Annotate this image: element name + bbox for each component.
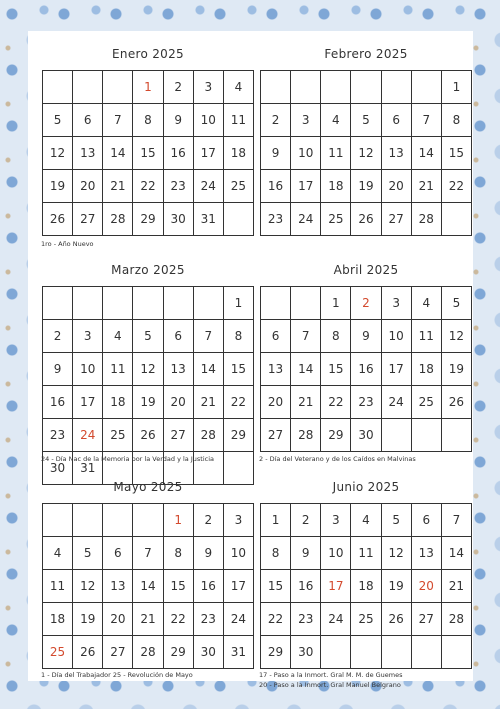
- month-title: Marzo 2025: [111, 263, 185, 277]
- day-cell: 3: [382, 287, 412, 320]
- day-cell: 5: [442, 287, 472, 320]
- day-cell: 17: [224, 570, 254, 603]
- day-cell: 28: [194, 419, 224, 452]
- month-title: Enero 2025: [112, 47, 184, 61]
- day-cell: 14: [194, 353, 224, 386]
- day-cell: 8: [164, 537, 194, 570]
- day-cell: 17: [321, 570, 351, 603]
- day-cell: [103, 504, 133, 537]
- day-cell: 28: [291, 419, 321, 452]
- day-cell: 8: [224, 320, 254, 353]
- day-cell: 7: [291, 320, 321, 353]
- day-cell: 22: [442, 170, 472, 203]
- day-cell: 22: [261, 603, 291, 636]
- day-cell: 11: [224, 104, 254, 137]
- day-cell: 11: [103, 353, 133, 386]
- day-cell: 7: [442, 504, 472, 537]
- day-cell: 16: [43, 386, 73, 419]
- day-cell: [412, 419, 442, 452]
- day-cell: 17: [291, 170, 321, 203]
- day-cell: 2: [351, 287, 381, 320]
- day-cell: 3: [73, 320, 103, 353]
- day-cell: 2: [164, 71, 194, 104]
- day-cell: 4: [224, 71, 254, 104]
- day-cell: 11: [412, 320, 442, 353]
- month-enero: [42, 47, 254, 236]
- day-cell: 4: [412, 287, 442, 320]
- day-cell: 5: [73, 537, 103, 570]
- day-cell: 28: [133, 636, 163, 669]
- day-cell: [43, 71, 73, 104]
- day-cell: 8: [321, 320, 351, 353]
- day-cell: 2: [43, 320, 73, 353]
- day-cell: [321, 636, 351, 669]
- day-cell: 25: [351, 603, 381, 636]
- day-cell: 19: [382, 570, 412, 603]
- day-cell: 17: [194, 137, 224, 170]
- day-cell: 16: [291, 570, 321, 603]
- day-cell: [291, 71, 321, 104]
- day-cell: 2: [194, 504, 224, 537]
- day-cell: 9: [291, 537, 321, 570]
- day-cell: 12: [382, 537, 412, 570]
- day-cell: 21: [103, 170, 133, 203]
- day-cell: [291, 287, 321, 320]
- holiday-note: 17 - Paso a la Inmort. Gral M. M. de Guemes: [259, 671, 403, 679]
- day-cell: [103, 287, 133, 320]
- day-cell: 6: [164, 320, 194, 353]
- day-cell: 16: [194, 570, 224, 603]
- day-cell: 9: [261, 137, 291, 170]
- day-cell: 12: [73, 570, 103, 603]
- month-title: Mayo 2025: [113, 480, 183, 494]
- day-cell: 21: [133, 603, 163, 636]
- holiday-note: 1 - Día del Trabajador 25 - Revolución de Mayo: [41, 671, 193, 679]
- day-cell: 3: [224, 504, 254, 537]
- day-cell: 27: [382, 203, 412, 236]
- day-cell: 28: [442, 603, 472, 636]
- holiday-note: 24 - Día Nac de la Memoria por la Verdad y la Justicia: [41, 455, 214, 463]
- day-cell: 23: [43, 419, 73, 452]
- day-cell: 9: [164, 104, 194, 137]
- day-cell: 13: [382, 137, 412, 170]
- day-cell: 14: [442, 537, 472, 570]
- calendar-grid: [260, 286, 472, 452]
- day-cell: 26: [382, 603, 412, 636]
- day-cell: 18: [412, 353, 442, 386]
- day-cell: 18: [43, 603, 73, 636]
- day-cell: 28: [412, 203, 442, 236]
- day-cell: 22: [224, 386, 254, 419]
- day-cell: 29: [164, 636, 194, 669]
- day-cell: 18: [103, 386, 133, 419]
- day-cell: 23: [164, 170, 194, 203]
- day-cell: [351, 636, 381, 669]
- day-cell: 13: [164, 353, 194, 386]
- day-cell: 16: [261, 170, 291, 203]
- day-cell: 15: [133, 137, 163, 170]
- day-cell: [382, 419, 412, 452]
- day-cell: 3: [194, 71, 224, 104]
- day-cell: 8: [133, 104, 163, 137]
- day-cell: 15: [261, 570, 291, 603]
- day-cell: 21: [442, 570, 472, 603]
- day-cell: 27: [412, 603, 442, 636]
- day-cell: 1: [321, 287, 351, 320]
- day-cell: 11: [321, 137, 351, 170]
- day-cell: 15: [442, 137, 472, 170]
- day-cell: [351, 71, 381, 104]
- day-cell: 24: [321, 603, 351, 636]
- calendar-grid: [42, 503, 254, 669]
- day-cell: 3: [321, 504, 351, 537]
- calendar-grid: [260, 70, 472, 236]
- day-cell: 5: [382, 504, 412, 537]
- day-cell: 24: [73, 419, 103, 452]
- day-cell: 2: [261, 104, 291, 137]
- holiday-note: 1ro - Año Nuevo: [41, 240, 94, 248]
- day-cell: 25: [224, 170, 254, 203]
- day-cell: 30: [194, 636, 224, 669]
- day-cell: 1: [164, 504, 194, 537]
- calendar-grid: [260, 503, 472, 669]
- day-cell: 7: [103, 104, 133, 137]
- day-cell: 22: [321, 386, 351, 419]
- day-cell: 14: [133, 570, 163, 603]
- day-cell: 19: [442, 353, 472, 386]
- day-cell: [43, 504, 73, 537]
- day-cell: 23: [194, 603, 224, 636]
- day-cell: 27: [73, 203, 103, 236]
- day-cell: 29: [261, 636, 291, 669]
- day-cell: 13: [103, 570, 133, 603]
- day-cell: 21: [412, 170, 442, 203]
- day-cell: [321, 71, 351, 104]
- day-cell: 8: [442, 104, 472, 137]
- day-cell: 9: [43, 353, 73, 386]
- day-cell: 10: [321, 537, 351, 570]
- day-cell: 30: [351, 419, 381, 452]
- day-cell: 25: [103, 419, 133, 452]
- day-cell: [382, 71, 412, 104]
- day-cell: 25: [43, 636, 73, 669]
- day-cell: 4: [103, 320, 133, 353]
- day-cell: 6: [261, 320, 291, 353]
- day-cell: 5: [43, 104, 73, 137]
- day-cell: [382, 636, 412, 669]
- day-cell: 22: [164, 603, 194, 636]
- day-cell: 3: [291, 104, 321, 137]
- day-cell: [133, 287, 163, 320]
- day-cell: 19: [351, 170, 381, 203]
- day-cell: 26: [351, 203, 381, 236]
- day-cell: [442, 203, 472, 236]
- day-cell: 27: [164, 419, 194, 452]
- day-cell: 9: [194, 537, 224, 570]
- day-cell: [164, 287, 194, 320]
- calendar-page: [28, 31, 473, 689]
- holiday-note: 20 - Paso a la Inmort. Gral Manuel Belgrano: [259, 681, 401, 689]
- month-title: Febrero 2025: [324, 47, 408, 61]
- day-cell: 29: [133, 203, 163, 236]
- day-cell: 12: [442, 320, 472, 353]
- day-cell: 31: [224, 636, 254, 669]
- day-cell: 12: [351, 137, 381, 170]
- day-cell: [73, 504, 103, 537]
- day-cell: 6: [73, 104, 103, 137]
- day-cell: 19: [43, 170, 73, 203]
- month-mayo: [42, 480, 254, 669]
- day-cell: 13: [73, 137, 103, 170]
- day-cell: [133, 504, 163, 537]
- day-cell: 31: [194, 203, 224, 236]
- day-cell: 5: [133, 320, 163, 353]
- day-cell: [412, 636, 442, 669]
- day-cell: 20: [164, 386, 194, 419]
- day-cell: 13: [412, 537, 442, 570]
- month-abril: [260, 263, 472, 452]
- day-cell: 10: [224, 537, 254, 570]
- day-cell: 1: [442, 71, 472, 104]
- day-cell: 15: [224, 353, 254, 386]
- day-cell: 6: [412, 504, 442, 537]
- day-cell: [412, 71, 442, 104]
- day-cell: 2: [291, 504, 321, 537]
- day-cell: 26: [442, 386, 472, 419]
- day-cell: [103, 71, 133, 104]
- day-cell: 27: [103, 636, 133, 669]
- day-cell: 30: [164, 203, 194, 236]
- day-cell: 8: [261, 537, 291, 570]
- day-cell: 13: [261, 353, 291, 386]
- day-cell: 24: [224, 603, 254, 636]
- day-cell: 29: [321, 419, 351, 452]
- day-cell: 14: [412, 137, 442, 170]
- day-cell: 4: [43, 537, 73, 570]
- day-cell: 21: [194, 386, 224, 419]
- day-cell: 10: [73, 353, 103, 386]
- day-cell: 17: [382, 353, 412, 386]
- day-cell: [73, 287, 103, 320]
- day-cell: 17: [73, 386, 103, 419]
- day-cell: 16: [351, 353, 381, 386]
- day-cell: 7: [133, 537, 163, 570]
- day-cell: [261, 71, 291, 104]
- day-cell: 5: [351, 104, 381, 137]
- day-cell: [224, 203, 254, 236]
- day-cell: 26: [43, 203, 73, 236]
- day-cell: 4: [351, 504, 381, 537]
- month-title: Junio 2025: [332, 480, 400, 494]
- day-cell: 21: [291, 386, 321, 419]
- day-cell: 6: [382, 104, 412, 137]
- day-cell: 12: [133, 353, 163, 386]
- day-cell: 26: [133, 419, 163, 452]
- day-cell: 1: [133, 71, 163, 104]
- day-cell: 6: [103, 537, 133, 570]
- day-cell: 25: [412, 386, 442, 419]
- day-cell: 20: [412, 570, 442, 603]
- day-cell: 11: [351, 537, 381, 570]
- day-cell: 10: [194, 104, 224, 137]
- holiday-note: 2 - Día del Veterano y de los Caídos en Malvinas: [259, 455, 416, 463]
- day-cell: 10: [291, 137, 321, 170]
- day-cell: 20: [73, 170, 103, 203]
- day-cell: 24: [382, 386, 412, 419]
- month-junio: [260, 480, 472, 669]
- day-cell: 31: [73, 452, 103, 485]
- day-cell: 20: [382, 170, 412, 203]
- day-cell: 25: [321, 203, 351, 236]
- day-cell: 14: [103, 137, 133, 170]
- day-cell: [194, 287, 224, 320]
- day-cell: 9: [351, 320, 381, 353]
- day-cell: 10: [382, 320, 412, 353]
- day-cell: 23: [351, 386, 381, 419]
- day-cell: 15: [164, 570, 194, 603]
- day-cell: 23: [291, 603, 321, 636]
- day-cell: 24: [194, 170, 224, 203]
- day-cell: 18: [351, 570, 381, 603]
- day-cell: 22: [133, 170, 163, 203]
- day-cell: 27: [261, 419, 291, 452]
- month-title: Abril 2025: [333, 263, 399, 277]
- day-cell: 20: [261, 386, 291, 419]
- day-cell: 26: [73, 636, 103, 669]
- day-cell: 30: [43, 452, 73, 485]
- day-cell: [442, 636, 472, 669]
- calendar-grid: [42, 70, 254, 236]
- day-cell: 23: [261, 203, 291, 236]
- day-cell: 20: [103, 603, 133, 636]
- day-cell: 16: [164, 137, 194, 170]
- day-cell: 12: [43, 137, 73, 170]
- day-cell: 29: [224, 419, 254, 452]
- day-cell: [261, 287, 291, 320]
- day-cell: 4: [321, 104, 351, 137]
- month-marzo: [42, 263, 254, 485]
- day-cell: [442, 419, 472, 452]
- day-cell: 7: [412, 104, 442, 137]
- day-cell: [43, 287, 73, 320]
- day-cell: 15: [321, 353, 351, 386]
- day-cell: 18: [224, 137, 254, 170]
- day-cell: 18: [321, 170, 351, 203]
- day-cell: 24: [291, 203, 321, 236]
- day-cell: 11: [43, 570, 73, 603]
- day-cell: [73, 71, 103, 104]
- month-febrero: [260, 47, 472, 236]
- day-cell: 19: [133, 386, 163, 419]
- day-cell: 19: [73, 603, 103, 636]
- day-cell: 28: [103, 203, 133, 236]
- day-cell: 1: [224, 287, 254, 320]
- day-cell: 30: [291, 636, 321, 669]
- day-cell: 14: [291, 353, 321, 386]
- day-cell: 7: [194, 320, 224, 353]
- day-cell: 1: [261, 504, 291, 537]
